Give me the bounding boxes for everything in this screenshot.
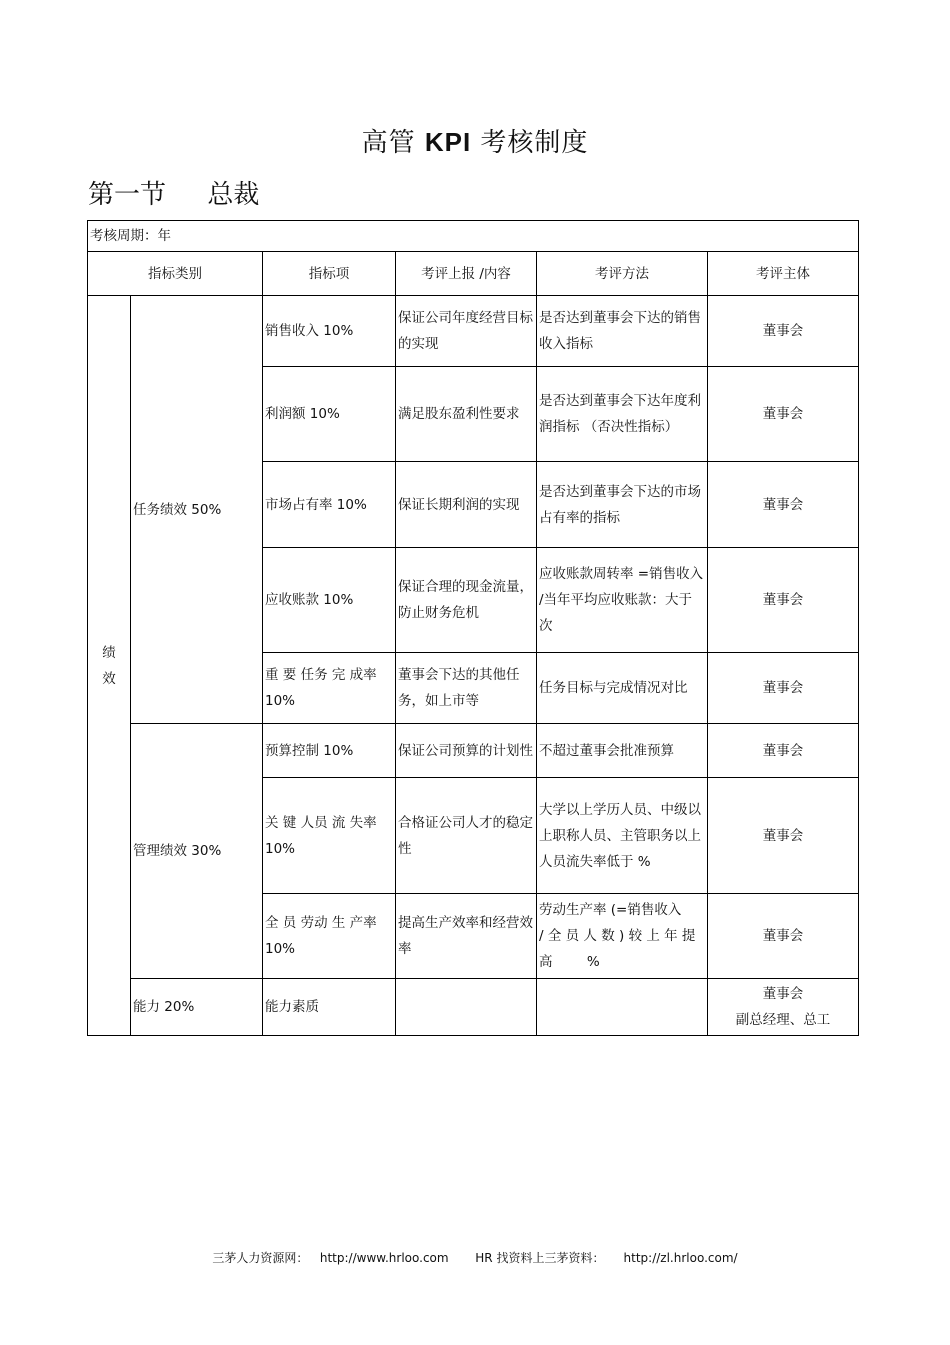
item-cell [263,894,396,979]
subject-cell: 董事会 [708,462,859,548]
content-cell: 保证公司年度经营目标的实现 [396,296,537,367]
content-cell: 满足股东盈利性要求 [396,367,537,462]
method-cell: 不超过董事会批准预算 [537,724,708,778]
subject-cell: 董事会 [708,894,859,979]
method-line: / 全 员 人 数 ) 较 上 年 提 [539,928,696,944]
subject-cell: 董事会 [708,653,859,724]
method-cell: 是否达到董事会下达的销售收入指标 [537,296,708,367]
header-category: 指标类别 [88,252,263,296]
item-cell: 市场占有率 10% [263,462,396,548]
content-cell: 合格证公司人才的稳定性 [396,778,537,894]
assessment-period: 考核周期：年 [88,221,859,252]
header-subject: 考评主体 [708,252,859,296]
subject-cell: 董事会 [708,548,859,653]
item-line: 10% [265,941,296,957]
category-task: 任务绩效 50% [131,296,263,724]
table-row [88,296,859,367]
method-cell: 应收账款周转率 =销售收入 /当年平均应收账款：大于次 [537,548,708,653]
category-management: 管理绩效 30% [131,724,263,979]
section-heading: 第一节 总裁 [88,180,260,210]
title-prefix: 高管 [361,128,425,158]
item-line: 全 员 劳动 生 产率 [265,915,377,931]
method-cell: 大学以上学历人员、中级以上职称人员、主管职务以上人员流失率低于 % [537,778,708,894]
method-cell [537,979,708,1036]
content-cell [396,979,537,1036]
item-cell [263,778,396,894]
subject-cell: 董事会 [708,724,859,778]
footer: 三茅人力资源网： http://www.hrloo.com HR 找资料上三茅资料： http://zl.hrloo.com/ [212,1251,738,1265]
method-cell: 任务目标与完成情况对比 [537,653,708,724]
title-suffix: 考核制度 [471,128,589,158]
method-cell: 是否达到董事会下达年度利润指标 （否决性指标） [537,367,708,462]
subject-cell [708,979,859,1036]
page-title [0,122,950,159]
subject-cell: 董事会 [708,296,859,367]
item-cell: 销售收入 10% [263,296,396,367]
subject-cell: 董事会 [708,367,859,462]
header-content: 考评上报 /内容 [396,252,537,296]
content-cell: 提高生产效率和经营效率 [396,894,537,979]
category-char: 绩 [102,644,116,661]
content-cell: 保证公司预算的计划性 [396,724,537,778]
table-header-row [88,252,859,296]
header-item: 指标项 [263,252,396,296]
content-cell: 保证长期利润的实现 [396,462,537,548]
item-line: 关 键 人员 流 失率 [265,814,377,831]
category-char: 效 [102,670,116,687]
table-row [88,724,859,778]
table-row [88,221,859,252]
item-cell: 预算控制 10% [263,724,396,778]
item-line: 10% [265,840,296,857]
category-ability: 能力 20% [131,979,263,1036]
content-cell: 董事会下达的其他任务，如上市等 [396,653,537,724]
item-line: 重 要 任务 完 成率 [265,667,377,683]
category-performance [88,296,131,1036]
header-method: 考评方法 [537,252,708,296]
method-cell: 是否达到董事会下达的市场占有率的指标 [537,462,708,548]
item-cell [263,653,396,724]
content-cell: 保证合理的现金流量，防止财务危机 [396,548,537,653]
method-line: 劳动生产率 (=销售收入 [539,902,682,918]
item-cell: 利润额 10% [263,367,396,462]
item-cell: 应收账款 10% [263,548,396,653]
subject-line: 董事会 [762,986,804,1002]
subject-cell: 董事会 [708,778,859,894]
method-cell [537,894,708,979]
method-line: 高 % [539,954,600,970]
item-line: 10% [265,693,296,709]
title-kpi: KPI [424,127,472,157]
table-row [88,979,859,1036]
subject-line: 副总经理、总工 [735,1012,831,1028]
kpi-table [87,220,859,1036]
item-cell: 能力素质 [263,979,396,1036]
